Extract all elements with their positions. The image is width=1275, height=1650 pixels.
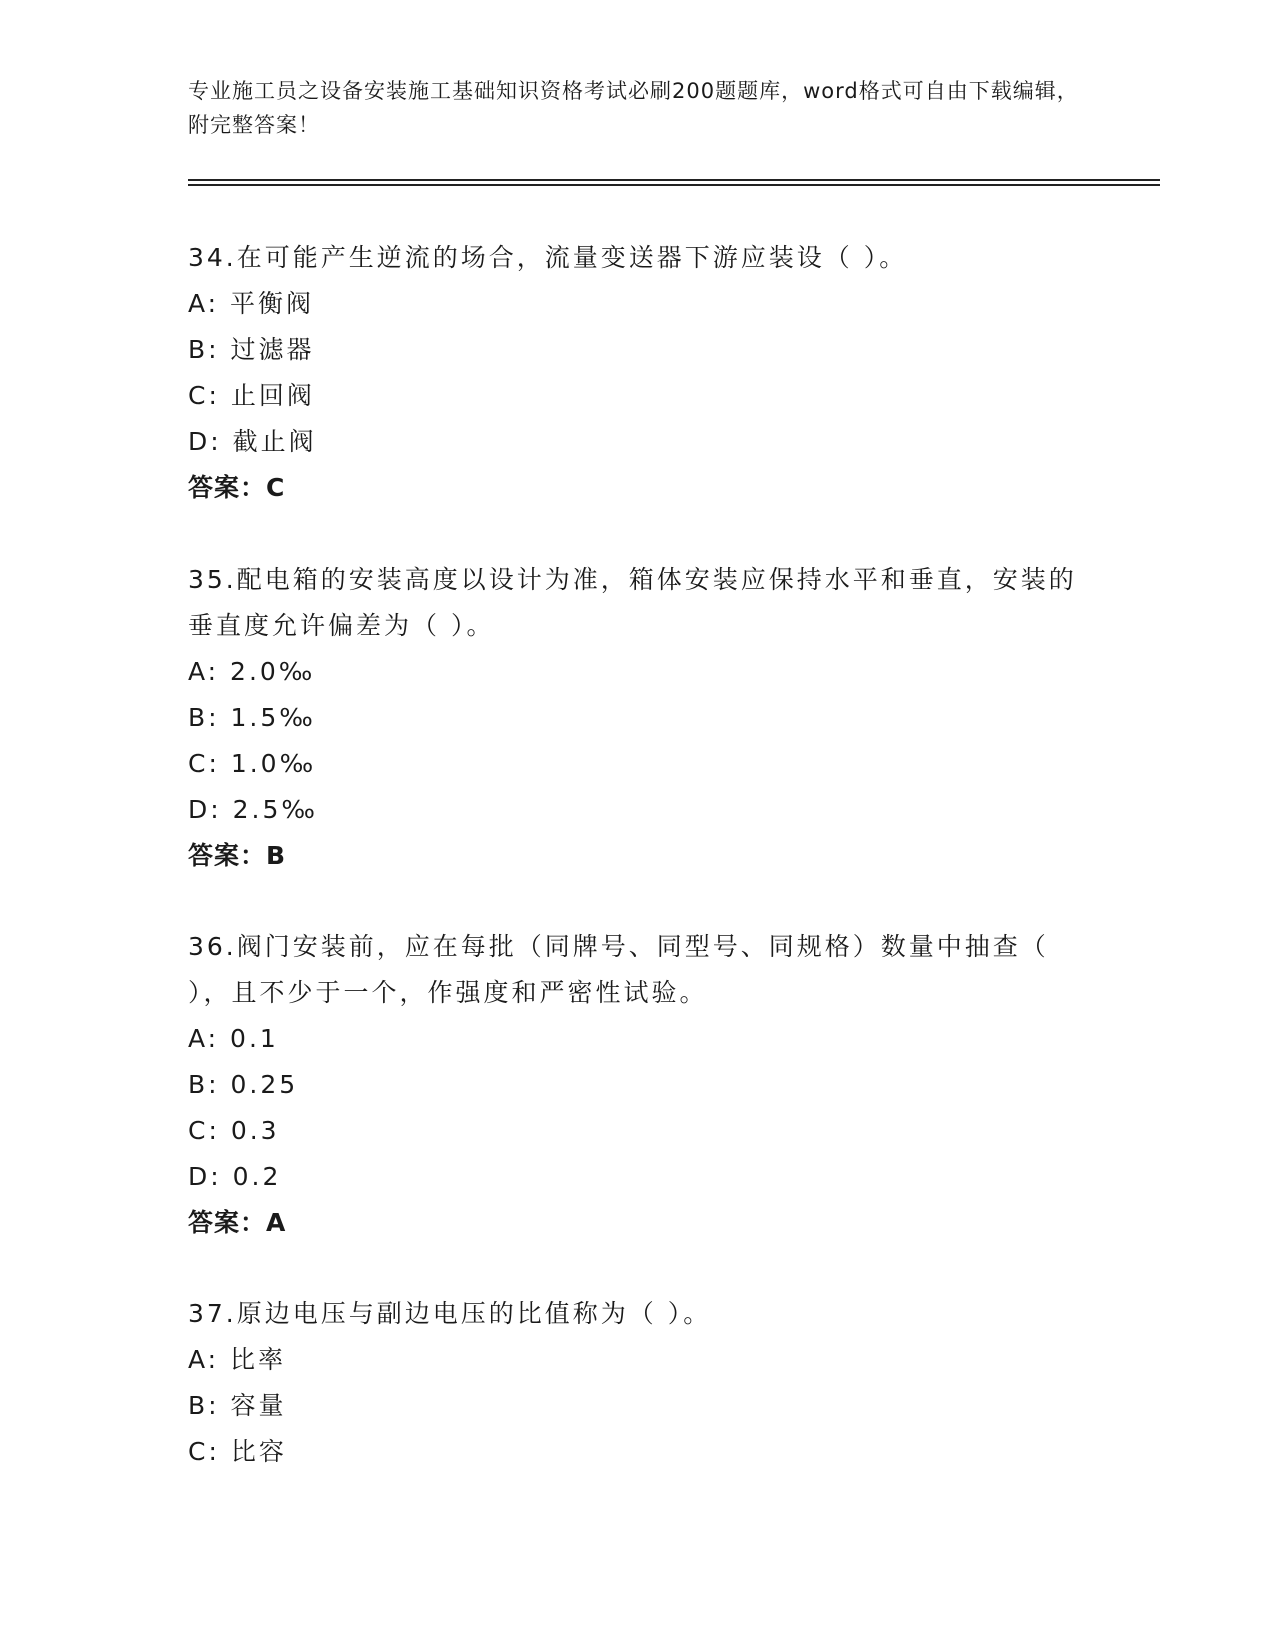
question-stem: 34.在可能产生逆流的场合，流量变送器下游应装设（ ）。 [188, 243, 908, 272]
answer: 答案：B [188, 841, 287, 870]
answer: 答案：A [188, 1208, 287, 1237]
option-d: D: 2.5‰ [188, 795, 318, 824]
option-b: B: 1.5‰ [188, 703, 316, 732]
header-divider-bottom [188, 184, 1160, 186]
option-a: A: 0.1 [188, 1024, 279, 1053]
option-b: B: 过滤器 [188, 335, 315, 364]
question-37 [188, 1291, 1088, 1475]
header-divider-top [188, 179, 1160, 181]
question-35 [188, 557, 1088, 879]
option-d: D: 截止阀 [188, 427, 317, 456]
option-a: A: 2.0‰ [188, 657, 316, 686]
option-c: C: 1.0‰ [188, 749, 317, 778]
option-a: A: 比率 [188, 1345, 287, 1374]
question-36 [188, 924, 1088, 1246]
option-b: B: 容量 [188, 1391, 287, 1420]
document-header: 专业施工员之设备安装施工基础知识资格考试必刷200题题库，word格式可自由下载编辑，附完整答案！ [188, 79, 1079, 137]
question-34 [188, 235, 1088, 511]
question-stem: 36.阀门安装前，应在每批（同牌号、同型号、同规格）数量中抽查（ ），且不少于一个，作强度和严密性试验。 [188, 932, 1049, 1007]
option-d: D: 0.2 [188, 1162, 282, 1191]
question-stem: 37.原边电压与副边电压的比值称为（ ）。 [188, 1299, 712, 1328]
option-b: B: 0.25 [188, 1070, 299, 1099]
option-c: C: 0.3 [188, 1116, 280, 1145]
option-c: C: 止回阀 [188, 381, 315, 410]
option-a: A: 平衡阀 [188, 289, 315, 318]
option-c: C: 比容 [188, 1437, 287, 1466]
answer: 答案：C [188, 473, 286, 502]
question-stem: 35.配电箱的安装高度以设计为准，箱体安装应保持水平和垂直，安装的垂直度允许偏差为（ ）。 [188, 565, 1077, 640]
